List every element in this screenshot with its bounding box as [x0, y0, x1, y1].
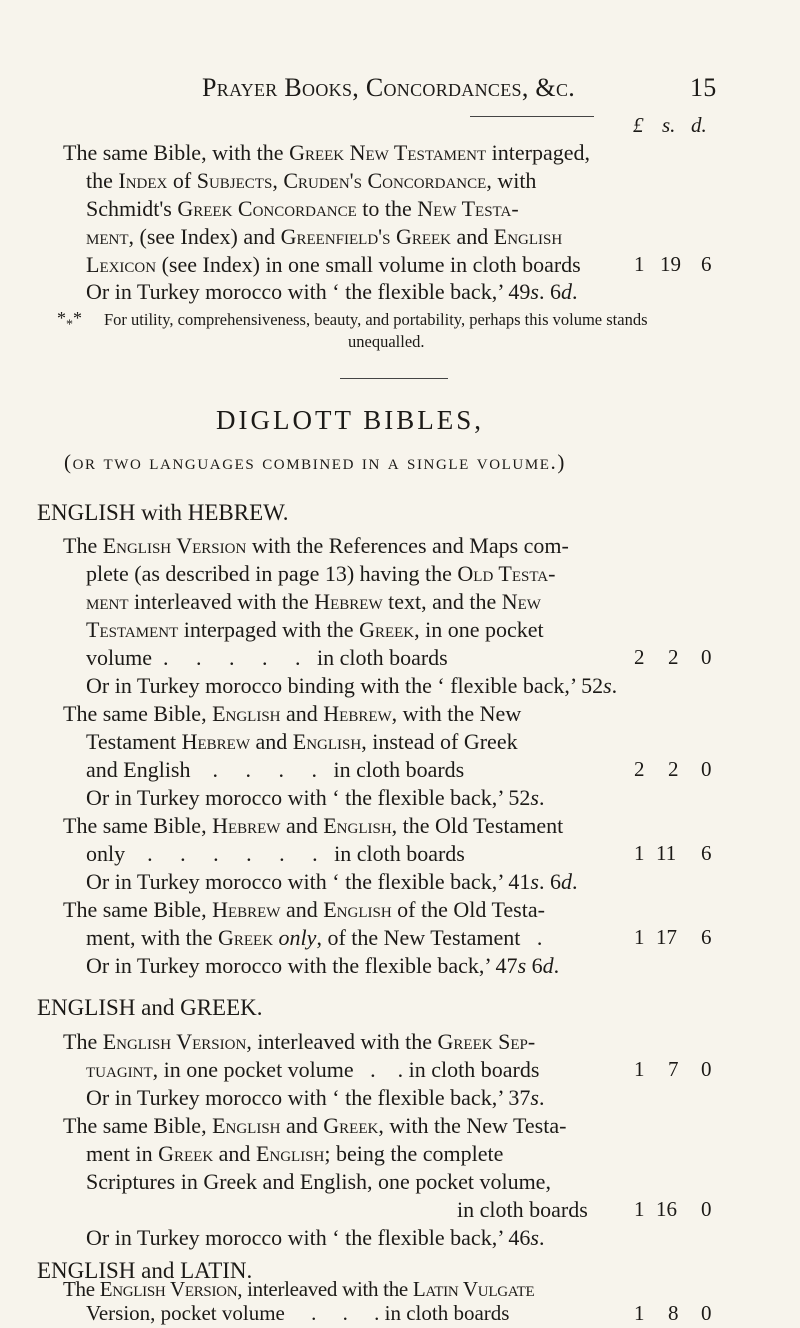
hebrew-e3-price: 1 11 6 [634, 841, 712, 865]
diglott-subtitle: (or two languages combined in a single volume.) [64, 450, 566, 474]
intro-line-5: Lexicon (see Index) in one small volume in cloth boards [86, 252, 581, 277]
greek-e2-price: 1 16 0 [634, 1197, 712, 1221]
hebrew-e4-price: 1 17 6 [634, 925, 712, 949]
greek-e2-line-4: in cloth boards [457, 1197, 588, 1222]
hebrew-e2-line-2: Testament Hebrew and English, instead of Greek [86, 729, 518, 754]
diglott-title: DIGLOTT BIBLES, [216, 405, 484, 435]
hebrew-e1-line-5: volume . . . . . in cloth boards [86, 645, 448, 670]
intro-turkey: Or in Turkey morocco with ‘ the flexible back,’ 49s. 6d. [86, 279, 578, 304]
hebrew-e3-turkey: Or in Turkey morocco with ‘ the flexible back,’ 41s. 6d. [86, 869, 578, 894]
latin-heading: ENGLISH and LATIN. [37, 1258, 253, 1283]
intro-line-1: The same Bible, with the Greek New Testament interpaged, [63, 140, 591, 165]
asterism-mark: $*_**$ [57, 308, 82, 333]
hebrew-e3-line-1: The same Bible, Hebrew and English, the Old Testament [63, 813, 564, 838]
hebrew-e2-line-1: The same Bible, English and Hebrew, with the New [63, 701, 522, 726]
greek-e1-line-1: The English Version, interleaved with the Greek Sep- [63, 1029, 536, 1054]
intro-line-3: Schmidt's Greek Concordance to the New Testa- [86, 196, 519, 221]
shillings-header: s. [662, 113, 676, 137]
hebrew-e1-price: 2 2 0 [634, 645, 712, 669]
hebrew-e4-turkey: Or in Turkey morocco with the flexible back,’ 47s 6d. [86, 953, 560, 978]
greek-e2-line-1: The same Bible, English and Greek, with the New Testa- [63, 1113, 567, 1138]
intro-line-4: ment, (see Index) and Greenfield's Greek and English [86, 224, 563, 249]
greek-e2-turkey: Or in Turkey morocco with ‘ the flexible back,’ 46s. [86, 1225, 545, 1250]
greek-heading: ENGLISH and GREEK. [37, 995, 263, 1020]
latin-e1-line-2: Version, pocket volume . . . in cloth boards [86, 1301, 510, 1325]
running-title: Prayer Books, Concordances, &c. [202, 73, 576, 102]
hebrew-e1-line-2: plete (as described in page 13) having the Old Testa- [86, 561, 556, 586]
hebrew-heading: ENGLISH with HEBREW. [37, 500, 289, 525]
hebrew-e2-turkey: Or in Turkey morocco with ‘ the flexible back,’ 52s. [86, 785, 545, 810]
intro-line-2: the Index of Subjects, Cruden's Concordance, with [86, 168, 537, 193]
hebrew-e4-line-1: The same Bible, Hebrew and English of the Old Testa- [63, 897, 545, 922]
hebrew-e1-turkey: Or in Turkey morocco binding with the ‘ flexible back,’ 52s. [86, 673, 618, 698]
note-line-1: For utility, comprehensiveness, beauty, and portability, perhaps this volume stands [104, 310, 648, 329]
greek-e1-line-2: tuagint, in one pocket volume . . in cloth boards [86, 1057, 540, 1082]
hebrew-e4-line-2: ment, with the Greek only, of the New Testament . [86, 925, 543, 950]
greek-e1-price: 1 7 0 [634, 1057, 712, 1081]
latin-e1-price: 1 8 0 [634, 1301, 712, 1325]
hebrew-e3-line-2: only . . . . . . in cloth boards [86, 841, 465, 866]
hebrew-e1-line-4: Testament interpaged with the Greek, in one pocket [86, 617, 544, 642]
latin-e1-turkey [86, 1306, 110, 1307]
pence-header: d. [691, 113, 707, 137]
note-line-2: unequalled. [348, 332, 425, 351]
hebrew-e2-line-3: and English . . . . in cloth boards [86, 757, 465, 782]
section-divider [340, 378, 448, 379]
money-column-header [0, 113, 800, 141]
greek-e2-line-2: ment in Greek and English; being the complete [86, 1141, 504, 1166]
greek-e2-line-3: Scriptures in Greek and English, one pocket volume, [86, 1169, 551, 1194]
hebrew-e2-price: 2 2 0 [634, 757, 712, 781]
hebrew-e1-line-3: ment interleaved with the Hebrew text, and the New [86, 589, 541, 614]
greek-e1-turkey: Or in Turkey morocco with ‘ the flexible back,’ 37s. [86, 1085, 545, 1110]
hebrew-e1-line-1: The English Version with the References and Maps com- [63, 533, 569, 558]
pounds-header: £ [633, 113, 644, 137]
intro-price: 1 19 6 [634, 252, 712, 276]
latin-e1-line-1: The English Version, interleaved with the Latin Vulgate [63, 1277, 535, 1301]
page-number: 15 [690, 73, 717, 102]
